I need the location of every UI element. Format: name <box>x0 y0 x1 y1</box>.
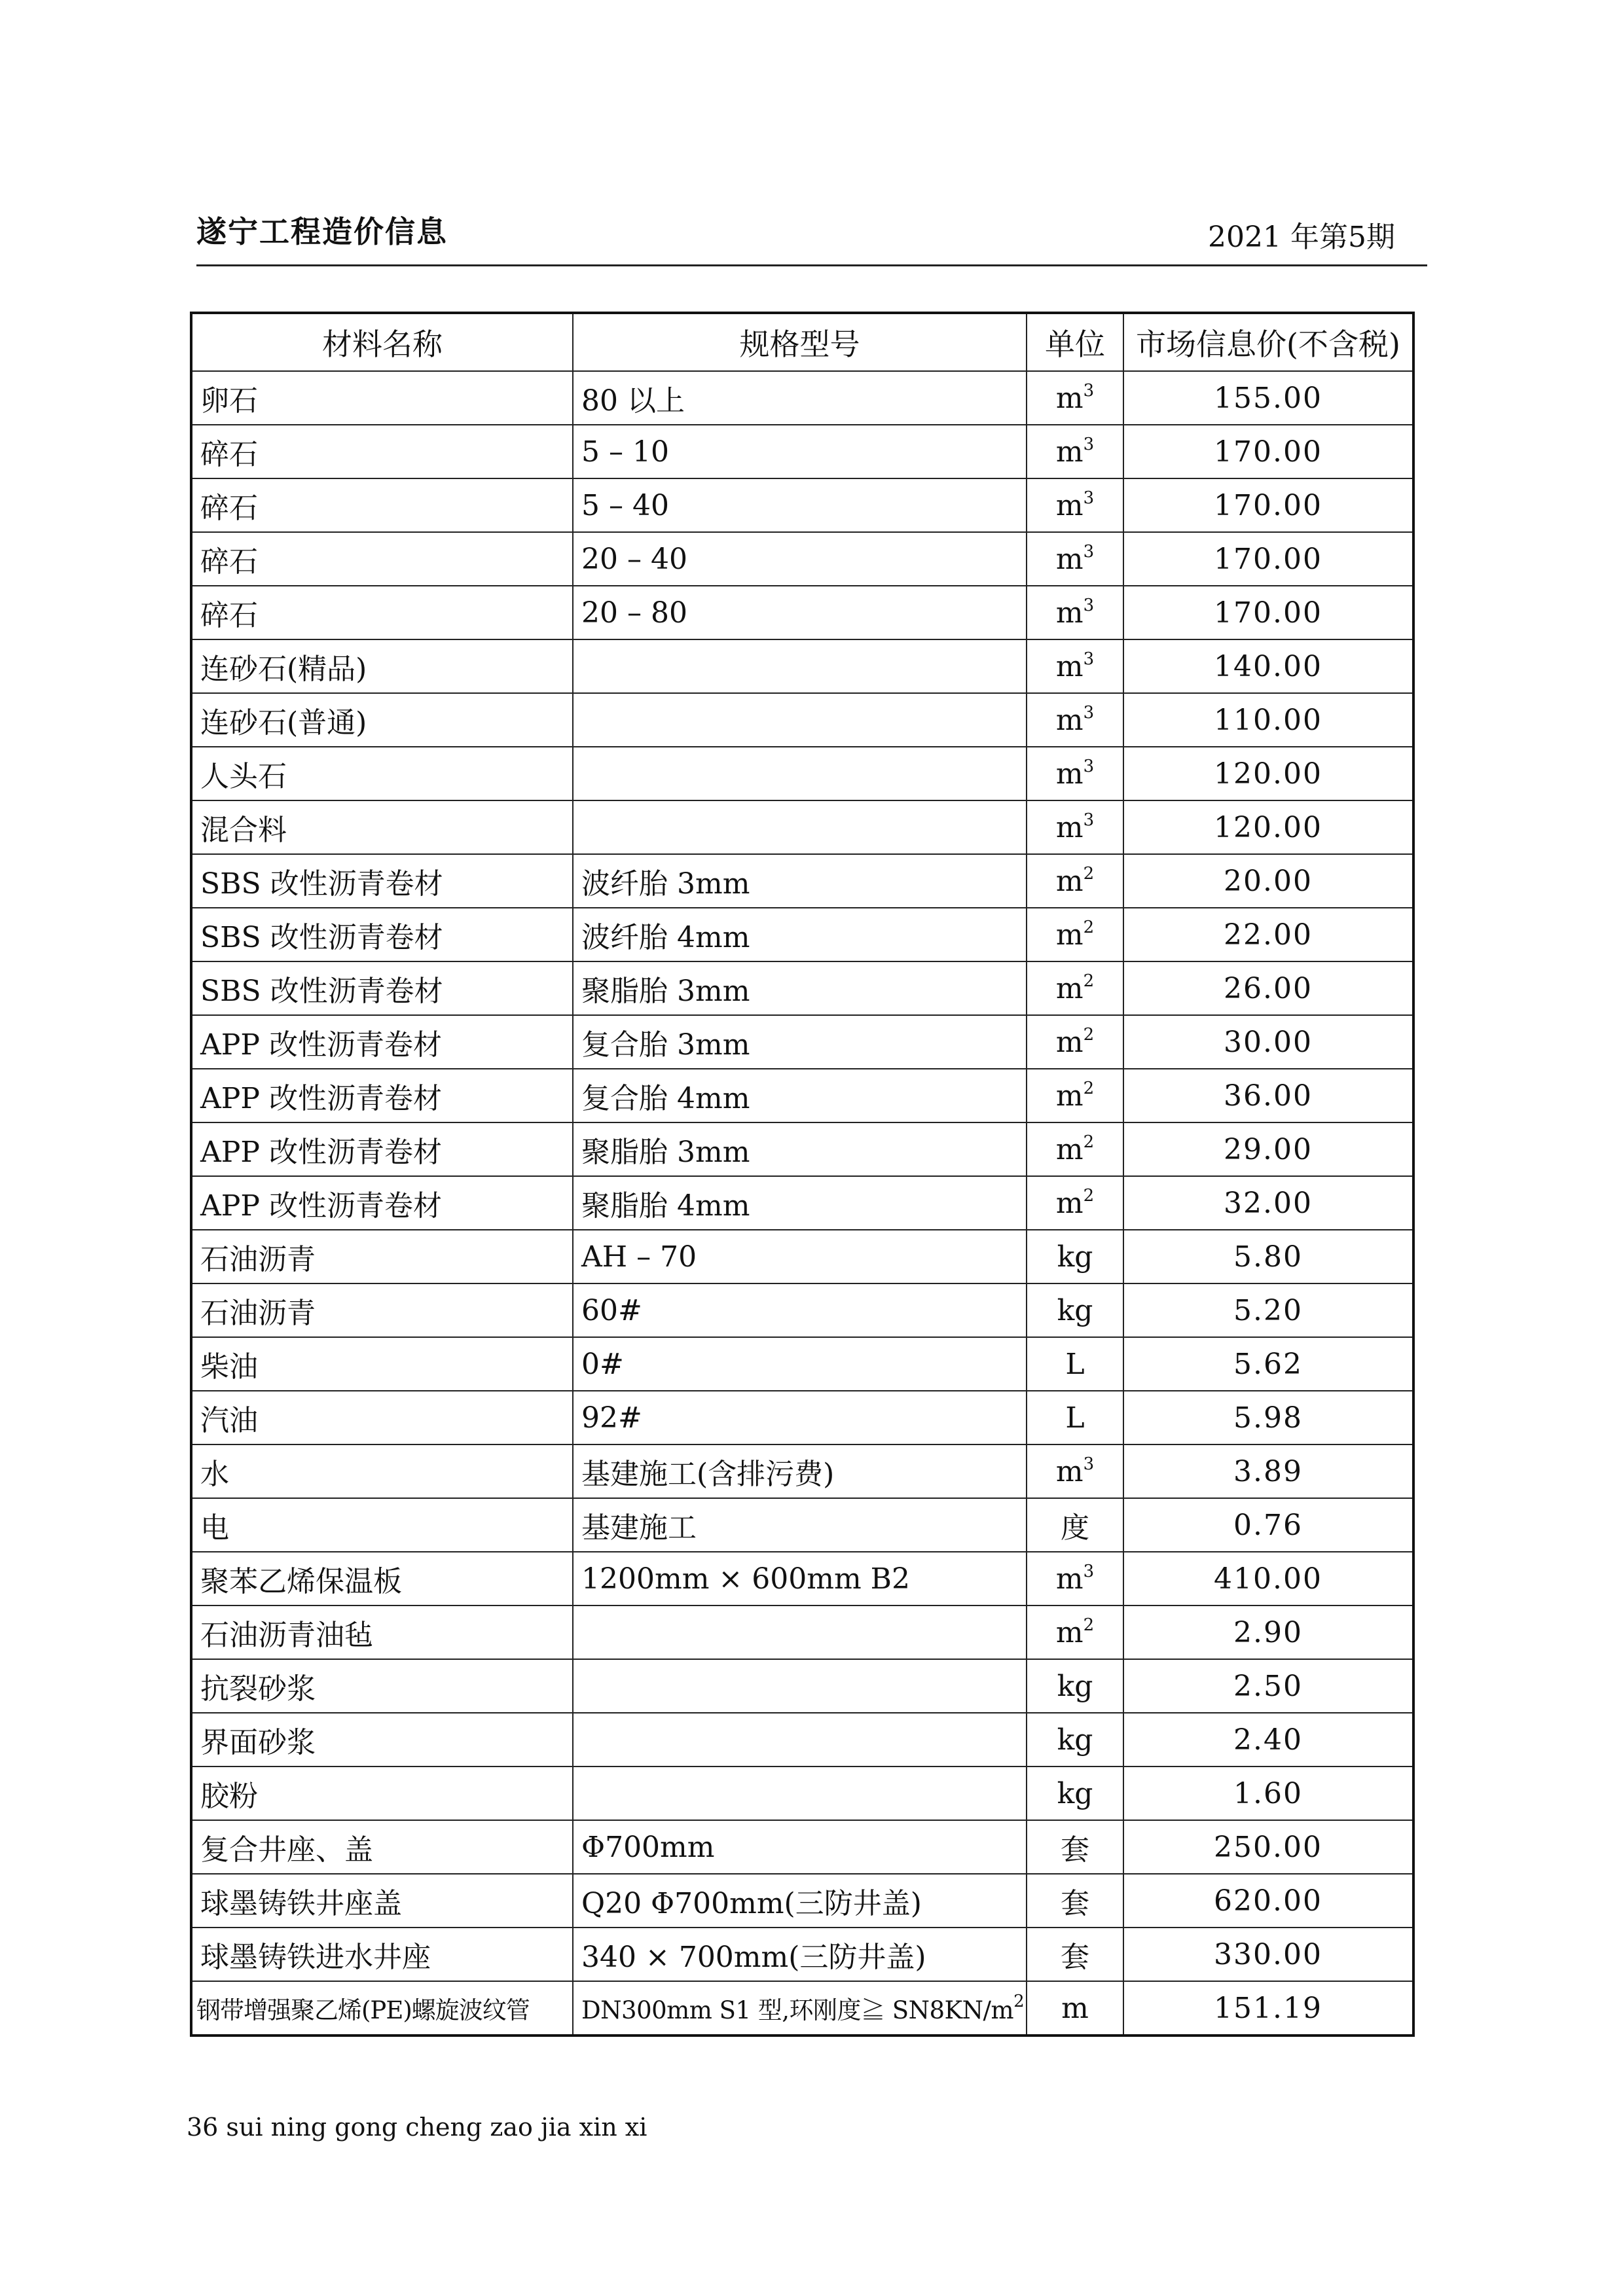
price-cell: 30.00 <box>1123 1015 1413 1069</box>
unit-cell <box>1027 1981 1123 2036</box>
price-cell: 170.00 <box>1123 586 1413 639</box>
specification-cell <box>573 425 1027 478</box>
specification-text: 80 以上 <box>581 384 685 418</box>
table-header <box>191 313 1413 371</box>
unit-cell <box>1027 1069 1123 1122</box>
specification-cell <box>573 1874 1027 1928</box>
price-cell: 155.00 <box>1123 371 1413 425</box>
unit-exponent: 3 <box>1083 1454 1095 1474</box>
price-cell: 26.00 <box>1123 961 1413 1015</box>
unit-cell <box>1027 1337 1123 1391</box>
unit-cell <box>1027 693 1123 747</box>
unit-text: m <box>1055 1454 1084 1488</box>
material-name-cell: 碎石 <box>191 532 573 586</box>
table-row <box>191 1498 1413 1552</box>
table-row <box>191 639 1413 693</box>
specification-text: 聚脂胎 3mm <box>581 1136 750 1169</box>
table-row <box>191 1928 1413 1981</box>
column-header-specification: 规格型号 <box>573 313 1027 371</box>
publication-title: 遂宁工程造价信息 <box>196 214 448 249</box>
material-name-cell: SBS 改性沥青卷材 <box>191 908 573 961</box>
table-row <box>191 693 1413 747</box>
unit-text: m <box>1055 1562 1084 1596</box>
specification-cell <box>573 1498 1027 1552</box>
unit-exponent: 2 <box>1083 1185 1095 1206</box>
header-row <box>191 313 1413 371</box>
table-row <box>191 1767 1413 1820</box>
unit-exponent: 3 <box>1083 541 1095 562</box>
unit-cell <box>1027 1444 1123 1498</box>
unit-text: kg <box>1057 1240 1093 1274</box>
unit-cell <box>1027 1767 1123 1820</box>
price-cell: 5.98 <box>1123 1391 1413 1444</box>
unit-cell <box>1027 747 1123 800</box>
material-name-cell: APP 改性沥青卷材 <box>191 1176 573 1230</box>
unit-exponent: 3 <box>1083 1561 1095 1581</box>
table-row <box>191 371 1413 425</box>
table-row <box>191 1015 1413 1069</box>
material-name-cell: APP 改性沥青卷材 <box>191 1015 573 1069</box>
material-name-cell: 连砂石(普通) <box>191 693 573 747</box>
specification-cell <box>573 1122 1027 1176</box>
unit-text: 套 <box>1061 1887 1089 1920</box>
price-cell: 170.00 <box>1123 425 1413 478</box>
table-row <box>191 1230 1413 1283</box>
unit-cell <box>1027 532 1123 586</box>
specification-cell <box>573 1605 1027 1659</box>
specification-text: DN300mm S1 型,环刚度≧ SN8KN/m <box>581 1996 1014 2024</box>
material-name-cell: 电 <box>191 1498 573 1552</box>
unit-exponent: 3 <box>1083 810 1095 830</box>
unit-cell <box>1027 1230 1123 1283</box>
specification-text: Φ700mm <box>581 1830 715 1864</box>
material-name-cell: 卵石 <box>191 371 573 425</box>
column-header-price: 市场信息价(不含税) <box>1123 313 1413 371</box>
table-row <box>191 1659 1413 1713</box>
unit-cell <box>1027 1498 1123 1552</box>
specification-cell <box>573 1015 1027 1069</box>
unit-exponent: 3 <box>1083 434 1095 454</box>
specification-exponent: 2 <box>1013 1992 1025 2011</box>
material-name-cell: 石油沥青油毡 <box>191 1605 573 1659</box>
table-body <box>191 371 1413 2036</box>
column-header-unit: 单位 <box>1027 313 1123 371</box>
material-name-cell: 钢带增强聚乙烯(PE)螺旋波纹管 <box>191 1981 573 2036</box>
column-header-material-name: 材料名称 <box>191 313 573 371</box>
unit-cell <box>1027 908 1123 961</box>
material-name-cell: 聚苯乙烯保温板 <box>191 1552 573 1605</box>
material-name-cell: 石油沥青 <box>191 1283 573 1337</box>
price-table <box>190 312 1415 2037</box>
specification-text: 聚脂胎 4mm <box>581 1189 750 1223</box>
specification-text: AH – 70 <box>581 1240 697 1274</box>
specification-cell <box>573 639 1027 693</box>
unit-text: m <box>1055 1132 1084 1166</box>
price-cell: 620.00 <box>1123 1874 1413 1928</box>
unit-cell <box>1027 1176 1123 1230</box>
material-name-cell: 碎石 <box>191 478 573 532</box>
unit-exponent: 3 <box>1083 595 1095 615</box>
unit-exponent: 3 <box>1083 756 1095 776</box>
specification-text: 复合胎 3mm <box>581 1028 750 1062</box>
specification-cell <box>573 1820 1027 1874</box>
price-cell: 5.62 <box>1123 1337 1413 1391</box>
unit-text: m <box>1055 596 1084 630</box>
specification-cell <box>573 1444 1027 1498</box>
unit-exponent: 2 <box>1083 1132 1095 1152</box>
price-cell: 330.00 <box>1123 1928 1413 1981</box>
table-row <box>191 1874 1413 1928</box>
material-name-cell: 连砂石(精品) <box>191 639 573 693</box>
unit-cell <box>1027 1928 1123 1981</box>
table-row <box>191 1176 1413 1230</box>
unit-text: kg <box>1057 1669 1093 1703</box>
price-cell: 1.60 <box>1123 1767 1413 1820</box>
material-name-cell: 抗裂砂浆 <box>191 1659 573 1713</box>
material-name-cell: 混合料 <box>191 800 573 854</box>
specification-cell <box>573 854 1027 908</box>
material-name-cell: APP 改性沥青卷材 <box>191 1122 573 1176</box>
unit-text: m <box>1055 381 1084 415</box>
material-name-cell: APP 改性沥青卷材 <box>191 1069 573 1122</box>
specification-text: 0# <box>581 1347 624 1381</box>
specification-text: 20 – 40 <box>581 542 687 576</box>
table-row <box>191 800 1413 854</box>
unit-exponent: 2 <box>1083 1078 1095 1098</box>
material-name-cell: 石油沥青 <box>191 1230 573 1283</box>
price-cell: 2.50 <box>1123 1659 1413 1713</box>
material-name-cell: 碎石 <box>191 425 573 478</box>
table-row <box>191 747 1413 800</box>
table-row <box>191 961 1413 1015</box>
specification-cell <box>573 478 1027 532</box>
unit-text: m <box>1055 1079 1084 1113</box>
unit-cell <box>1027 1713 1123 1767</box>
specification-text: 1200mm × 600mm B2 <box>581 1562 911 1596</box>
unit-text: m <box>1055 918 1084 952</box>
table-row <box>191 1391 1413 1444</box>
unit-text: m <box>1055 649 1084 683</box>
material-name-cell: 界面砂浆 <box>191 1713 573 1767</box>
specification-text: 波纤胎 4mm <box>581 921 750 954</box>
specification-cell <box>573 800 1027 854</box>
unit-text: 套 <box>1061 1833 1089 1867</box>
unit-cell <box>1027 1552 1123 1605</box>
price-cell: 120.00 <box>1123 800 1413 854</box>
specification-cell <box>573 371 1027 425</box>
unit-text: m <box>1055 1025 1084 1059</box>
price-cell: 2.40 <box>1123 1713 1413 1767</box>
unit-text: m <box>1055 703 1084 737</box>
price-cell: 151.19 <box>1123 1981 1413 2036</box>
unit-exponent: 2 <box>1083 863 1095 884</box>
price-cell: 110.00 <box>1123 693 1413 747</box>
unit-cell <box>1027 371 1123 425</box>
unit-text: kg <box>1057 1776 1093 1810</box>
unit-text: m <box>1055 1186 1084 1220</box>
price-cell: 5.20 <box>1123 1283 1413 1337</box>
specification-cell <box>573 1283 1027 1337</box>
specification-text: 5 – 10 <box>581 435 669 469</box>
unit-cell <box>1027 1874 1123 1928</box>
unit-text: kg <box>1057 1723 1093 1757</box>
unit-exponent: 3 <box>1083 488 1095 508</box>
unit-exponent: 3 <box>1083 380 1095 401</box>
specification-cell <box>573 1391 1027 1444</box>
unit-text: m <box>1055 810 1084 844</box>
unit-text: kg <box>1057 1293 1093 1327</box>
table-row <box>191 1283 1413 1337</box>
table-row <box>191 586 1413 639</box>
table-row <box>191 1122 1413 1176</box>
material-name-cell: 汽油 <box>191 1391 573 1444</box>
unit-text: 套 <box>1061 1941 1089 1974</box>
table-row <box>191 425 1413 478</box>
unit-text: m <box>1055 1615 1084 1649</box>
specification-cell <box>573 1659 1027 1713</box>
price-cell: 32.00 <box>1123 1176 1413 1230</box>
unit-exponent: 2 <box>1083 971 1095 991</box>
table-row <box>191 1981 1413 2036</box>
unit-text: m <box>1055 488 1084 522</box>
unit-text: m <box>1055 757 1084 791</box>
table-row <box>191 1820 1413 1874</box>
unit-cell <box>1027 1605 1123 1659</box>
unit-cell <box>1027 854 1123 908</box>
price-cell: 140.00 <box>1123 639 1413 693</box>
unit-text: m <box>1061 1991 1089 2025</box>
unit-cell <box>1027 800 1123 854</box>
specification-text: 基建施工(含排污费) <box>581 1458 835 1491</box>
table-row <box>191 1713 1413 1767</box>
specification-text: 复合胎 4mm <box>581 1082 750 1115</box>
unit-cell <box>1027 1659 1123 1713</box>
unit-text: m <box>1055 542 1084 576</box>
unit-cell <box>1027 1122 1123 1176</box>
specification-cell <box>573 1928 1027 1981</box>
unit-cell <box>1027 586 1123 639</box>
material-name-cell: 球墨铸铁进水井座 <box>191 1928 573 1981</box>
unit-exponent: 2 <box>1083 917 1095 937</box>
unit-cell <box>1027 1015 1123 1069</box>
specification-cell <box>573 1176 1027 1230</box>
specification-cell <box>573 1767 1027 1820</box>
unit-text: m <box>1055 971 1084 1005</box>
table-row <box>191 1069 1413 1122</box>
table-row <box>191 1605 1413 1659</box>
unit-text: 度 <box>1061 1511 1089 1545</box>
price-cell: 3.89 <box>1123 1444 1413 1498</box>
price-cell: 170.00 <box>1123 532 1413 586</box>
material-name-cell: SBS 改性沥青卷材 <box>191 961 573 1015</box>
table-row <box>191 1552 1413 1605</box>
specification-cell <box>573 532 1027 586</box>
page-footer: 36 sui ning gong cheng zao jia xin xi <box>187 2113 647 2142</box>
specification-cell <box>573 1713 1027 1767</box>
unit-cell <box>1027 1283 1123 1337</box>
specification-text: 92# <box>581 1401 642 1435</box>
price-cell: 410.00 <box>1123 1552 1413 1605</box>
material-name-cell: 碎石 <box>191 586 573 639</box>
unit-text: L <box>1065 1401 1085 1435</box>
price-cell: 170.00 <box>1123 478 1413 532</box>
price-cell: 36.00 <box>1123 1069 1413 1122</box>
table-row <box>191 854 1413 908</box>
specification-text: 基建施工 <box>581 1511 697 1545</box>
unit-cell <box>1027 1391 1123 1444</box>
material-name-cell: 柴油 <box>191 1337 573 1391</box>
unit-cell <box>1027 478 1123 532</box>
specification-cell <box>573 747 1027 800</box>
table-row <box>191 1337 1413 1391</box>
table-row <box>191 908 1413 961</box>
specification-cell <box>573 1981 1027 2036</box>
unit-exponent: 2 <box>1083 1615 1095 1635</box>
table-row <box>191 532 1413 586</box>
unit-cell <box>1027 639 1123 693</box>
price-cell: 2.90 <box>1123 1605 1413 1659</box>
specification-text: 5 – 40 <box>581 488 669 522</box>
material-name-cell: 人头石 <box>191 747 573 800</box>
specification-text: 20 – 80 <box>581 596 687 630</box>
specification-cell <box>573 586 1027 639</box>
specification-text: 340 × 700mm(三防井盖) <box>581 1941 926 1974</box>
specification-cell <box>573 1337 1027 1391</box>
header-divider <box>196 264 1427 266</box>
unit-text: m <box>1055 864 1084 898</box>
price-cell: 250.00 <box>1123 1820 1413 1874</box>
specification-text: 60# <box>581 1293 642 1327</box>
unit-cell <box>1027 425 1123 478</box>
specification-cell <box>573 1230 1027 1283</box>
price-cell: 5.80 <box>1123 1230 1413 1283</box>
table-row <box>191 478 1413 532</box>
unit-exponent: 3 <box>1083 649 1095 669</box>
price-cell: 0.76 <box>1123 1498 1413 1552</box>
material-name-cell: 水 <box>191 1444 573 1498</box>
price-cell: 120.00 <box>1123 747 1413 800</box>
unit-exponent: 2 <box>1083 1024 1095 1045</box>
specification-cell <box>573 1552 1027 1605</box>
unit-text: m <box>1055 435 1084 469</box>
material-name-cell: 球墨铸铁井座盖 <box>191 1874 573 1928</box>
specification-cell <box>573 961 1027 1015</box>
material-name-cell: 复合井座、盖 <box>191 1820 573 1874</box>
price-cell: 20.00 <box>1123 854 1413 908</box>
price-cell: 22.00 <box>1123 908 1413 961</box>
unit-text: L <box>1065 1347 1085 1381</box>
specification-cell <box>573 693 1027 747</box>
unit-cell <box>1027 1820 1123 1874</box>
specification-text: 聚脂胎 3mm <box>581 975 750 1008</box>
issue-label: 2021 年第5期 <box>1208 221 1395 254</box>
specification-text: Q20 Φ700mm(三防井盖) <box>581 1887 922 1920</box>
material-name-cell: 胶粉 <box>191 1767 573 1820</box>
price-cell: 29.00 <box>1123 1122 1413 1176</box>
unit-cell <box>1027 961 1123 1015</box>
material-name-cell: SBS 改性沥青卷材 <box>191 854 573 908</box>
specification-cell <box>573 908 1027 961</box>
specification-text: 波纤胎 3mm <box>581 867 750 901</box>
specification-cell <box>573 1069 1027 1122</box>
table-row <box>191 1444 1413 1498</box>
unit-exponent: 3 <box>1083 702 1095 723</box>
